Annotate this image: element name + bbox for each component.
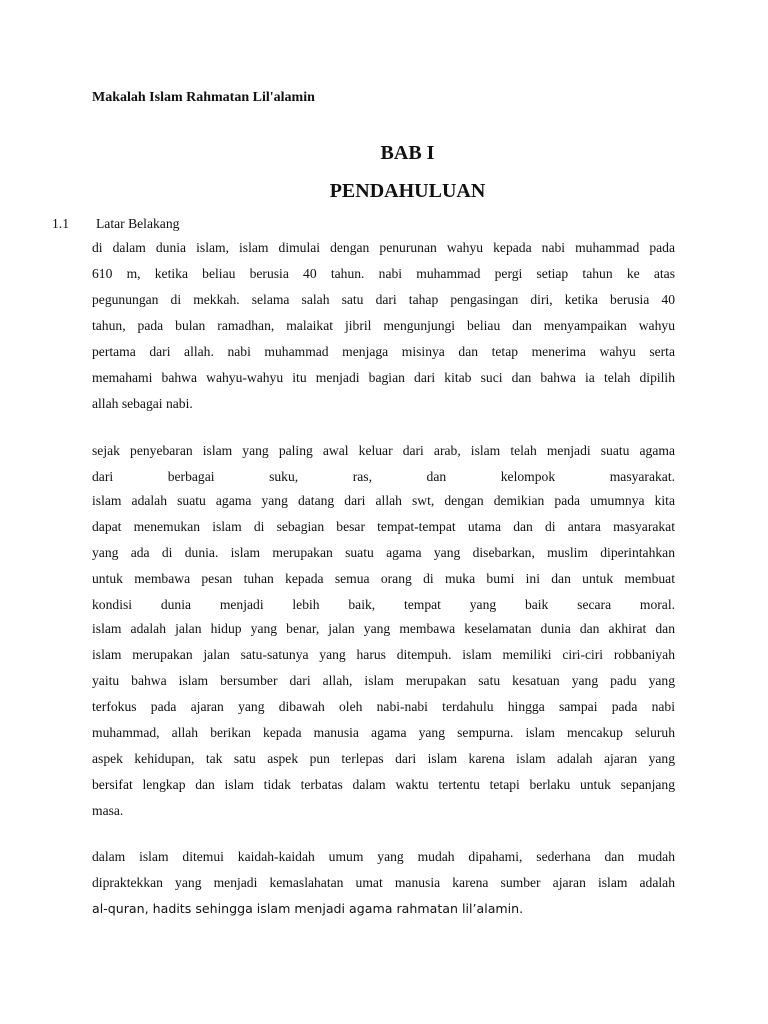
paragraph-line: muhammad, allah berikan kepada manusia agama yang sempurna. islam mencakup seluruh — [92, 725, 675, 740]
paragraph-line: yaitu bahwa islam bersumber dari allah, islam merupakan satu kesatuan yang padu yang — [92, 673, 675, 688]
chapter-title: PENDAHULUAN — [329, 180, 486, 202]
paragraph-line: bersifat lengkap dan islam tidak terbatas dalam waktu tertentu tetapi berlaku untuk sepanjang — [92, 777, 675, 792]
paragraph-line: terfokus pada ajaran yang dibawah oleh nabi-nabi terdahulu hingga sampai pada nabi — [92, 699, 675, 714]
paragraph-line: islam adalah jalan hidup yang benar, jalan yang membawa keselamatan dunia dan akhirat dan — [92, 621, 675, 636]
paragraph-line: sejak penyebaran islam yang paling awal keluar dari arab, islam telah menjadi suatu agama — [92, 443, 675, 458]
paragraph-line: dalam islam ditemui kaidah-kaidah umum yang mudah dipahami, sederhana dan mudah — [92, 849, 675, 864]
paragraph-line: 610 m, ketika beliau berusia 40 tahun. nabi muhammad pergi setiap tahun ke atas — [92, 266, 675, 281]
chapter-label: BAB I — [380, 142, 435, 164]
paragraph-line: islam merupakan jalan satu-satunya yang harus ditempuh. islam memiliki ciri-ciri robbaniyah — [92, 647, 675, 662]
section-number: 1.1 — [52, 216, 69, 231]
paragraph-line: dapat menemukan islam di sebagian besar tempat-tempat utama dan di antara masyarakat — [92, 519, 675, 534]
paragraph-line: yang ada di dunia. islam merupakan suatu agama yang disebarkan, muslim diperintahkan — [92, 545, 675, 560]
paragraph-line: kondisi dunia menjadi lebih baik, tempat yang baik secara moral. — [92, 597, 675, 612]
paragraph-line: di dalam dunia islam, islam dimulai dengan penurunan wahyu kepada nabi muhammad pada — [92, 240, 675, 255]
paragraph-line: memahami bahwa wahyu-wahyu itu menjadi bagian dari kitab suci dan bahwa ia telah dipilih — [92, 370, 675, 385]
paragraph-line: aspek kehidupan, tak satu aspek pun terlepas dari islam karena islam adalah ajaran yang — [92, 751, 675, 766]
paragraph-line: dipraktekkan yang menjadi kemaslahatan umat manusia karena sumber ajaran islam adalah — [92, 875, 675, 890]
paragraph-line: pegunungan di mekkah. selama salah satu dari tahap pengasingan diri, ketika berusia 40 — [92, 292, 675, 307]
document-title: Makalah Islam Rahmatan Lil'alamin — [92, 90, 315, 105]
paragraph-line: al-quran, hadits sehingga islam menjadi agama rahmatan lil’alamin. — [92, 901, 524, 916]
paragraph-line: dari berbagai suku, ras, dan kelompok masyarakat. — [92, 469, 675, 484]
section-title: Latar Belakang — [96, 216, 180, 231]
paragraph-line: untuk membawa pesan tuhan kepada semua orang di muka bumi ini dan untuk membuat — [92, 571, 675, 586]
paragraph-line: masa. — [92, 803, 124, 818]
paragraph-line: islam adalah suatu agama yang datang dari allah swt, dengan demikian pada umumnya kita — [92, 493, 675, 508]
paragraph-line: allah sebagai nabi. — [92, 396, 193, 411]
paragraph-line: pertama dari allah. nabi muhammad menjaga misinya dan tetap menerima wahyu serta — [92, 344, 675, 359]
paragraph-line: tahun, pada bulan ramadhan, malaikat jibril mengunjungi beliau dan menyampaikan wahyu — [92, 318, 675, 333]
